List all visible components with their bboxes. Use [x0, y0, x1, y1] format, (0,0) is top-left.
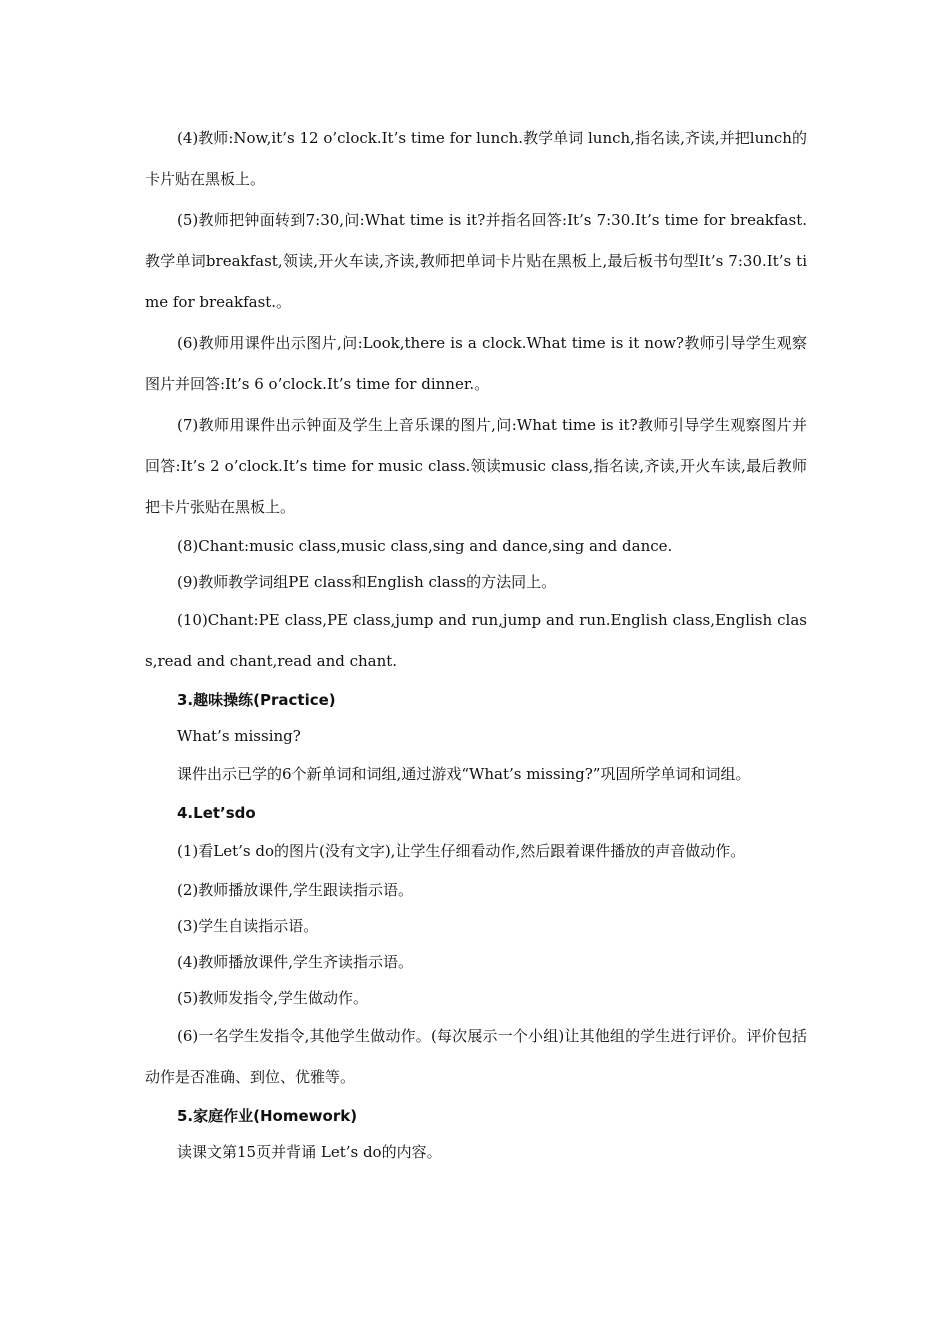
lets-do-step-5: (5)教师发指令,学生做动作。: [177, 989, 369, 1007]
paragraph-step-5: (5)教师把钟面转到7:30,问:What time is it?并指名回答:It’s 7:30.It’s time for breakfast.教学单词breakfast,领读,开火车读,齐读,教师把单词卡片贴在黑板上,最后板书句型It’s 7:30.It’s time for breakfast.。: [145, 211, 807, 311]
section-heading-homework: 5.家庭作业(Homework): [177, 1107, 358, 1125]
lets-do-step-6: (6)一名学生发指令,其他学生做动作。(每次展示一个小组)让其他组的学生进行评价。评价包括动作是否准确、到位、优雅等。: [145, 1027, 807, 1086]
paragraph-step-9: (9)教师教学词组PE class和English class的方法同上。: [177, 573, 557, 591]
paragraph-step-7: (7)教师用课件出示钟面及学生上音乐课的图片,问:What time is it?教师引导学生观察图片并回答:It’s 2 o’clock.It’s time for music class.领读music class,指名读,齐读,开火车读,最后教师把卡片张贴在黑板上。: [145, 416, 807, 516]
section-heading-lets-do: 4.Let’sdo: [177, 804, 256, 822]
lets-do-step-2: (2)教师播放课件,学生跟读指示语。: [177, 881, 414, 899]
paragraph-step-8: (8)Chant:music class,music class,sing and dance,sing and dance.: [177, 537, 673, 555]
paragraph-step-4: (4)教师:Now,it’s 12 o’clock.It’s time for lunch.教学单词 lunch,指名读,齐读,并把lunch的卡片贴在黑板上。: [145, 129, 807, 188]
lets-do-step-3: (3)学生自读指示语。: [177, 917, 319, 935]
section-heading-practice: 3.趣味操练(Practice): [177, 691, 336, 709]
paragraph-step-10: (10)Chant:PE class,PE class,jump and run,jump and run.English class,English class,read and chant,read and chant.: [145, 611, 807, 670]
game-title: What’s missing?: [177, 727, 301, 745]
homework-text: 读课文第15页并背诵 Let’s do的内容。: [177, 1143, 442, 1161]
paragraph-step-6: (6)教师用课件出示图片,问:Look,there is a clock.What time is it now?教师引导学生观察图片并回答:It’s 6 o’clock.It’s time for dinner.。: [145, 334, 807, 393]
lets-do-step-1: (1)看Let’s do的图片(没有文字),让学生仔细看动作,然后跟着课件播放的声音做动作。: [177, 842, 746, 860]
game-description: 课件出示已学的6个新单词和词组,通过游戏“What’s missing?”巩固所学单词和词组。: [177, 765, 751, 783]
lets-do-step-4: (4)教师播放课件,学生齐读指示语。: [177, 953, 414, 971]
document-body: [145, 118, 807, 1170]
